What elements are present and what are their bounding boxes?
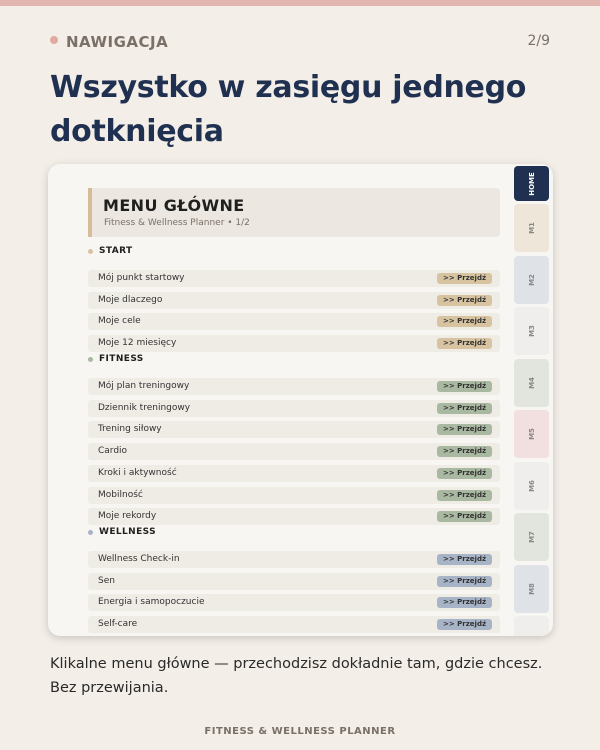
tab-label: M4: [527, 376, 536, 389]
menu-row-label: Kroki i aktywność: [98, 467, 177, 478]
tab-label: M3: [527, 325, 536, 337]
tab-label: M8: [527, 582, 536, 595]
menu-row[interactable]: [88, 313, 500, 330]
menu-row-label: Mój punkt startowy: [98, 273, 185, 283]
go-button[interactable]: >> Przejdź: [437, 446, 492, 457]
go-button[interactable]: >> Przejdź: [437, 316, 492, 327]
menu-row-label: Trening siłowy: [98, 424, 162, 435]
menu-row[interactable]: [88, 270, 500, 287]
menu-row[interactable]: [88, 378, 500, 395]
tab-home[interactable]: [514, 166, 549, 201]
go-button[interactable]: >> Przejdź: [437, 295, 492, 306]
go-button[interactable]: >> Przejdź: [437, 554, 492, 565]
menu-row-label: Self-care: [98, 619, 138, 630]
menu-title: MENU GŁÓWNE: [103, 196, 245, 215]
menu-row[interactable]: [88, 465, 500, 482]
go-button[interactable]: >> Przejdź: [437, 490, 492, 501]
go-button[interactable]: >> Przejdź: [437, 338, 492, 349]
go-button[interactable]: >> Przejdź: [437, 619, 492, 630]
menu-row-label: Dziennik treningowy: [98, 402, 191, 413]
tab-m1[interactable]: [514, 204, 549, 252]
menu-row[interactable]: [88, 292, 500, 309]
tab-label: M1: [527, 222, 536, 234]
tab-label: M5: [527, 428, 536, 440]
go-button[interactable]: >> Przejdź: [437, 381, 492, 392]
go-button[interactable]: >> Przejdź: [437, 597, 492, 608]
menu-row-label: Sen: [98, 575, 115, 586]
menu-row[interactable]: [88, 573, 500, 590]
section-dot-icon: [88, 357, 93, 362]
section-title: FITNESS: [99, 354, 144, 364]
planner-screenshot: [48, 164, 553, 636]
page-counter: 2/9: [527, 33, 550, 49]
caption: Klikalne menu główne — przechodzisz dokładnie tam, gdzie chcesz. Bez przewijania.: [50, 656, 543, 696]
go-button[interactable]: >> Przejdź: [437, 576, 492, 587]
top-accent-bar: [0, 0, 600, 6]
tab-m4[interactable]: [514, 359, 549, 407]
menu-header: [88, 188, 500, 237]
section-title: START: [99, 246, 133, 256]
tab-more[interactable]: [514, 616, 549, 636]
bullet-dot-icon: [50, 36, 58, 44]
go-button[interactable]: >> Przejdź: [437, 403, 492, 414]
header-accent-bar: [88, 188, 92, 237]
tab-m5[interactable]: [514, 410, 549, 458]
menu-row-label: Moje cele: [98, 316, 141, 327]
menu-row-label: Moje 12 miesięcy: [98, 338, 177, 349]
tab-label: M2: [527, 273, 536, 286]
menu-row[interactable]: [88, 616, 500, 633]
footer-brand: FITNESS & WELLNESS PLANNER: [204, 726, 396, 737]
tab-label: HOME: [527, 171, 536, 196]
tab-m7[interactable]: [514, 513, 549, 561]
menu-row[interactable]: [88, 594, 500, 611]
section-label: NAWIGACJA: [66, 33, 169, 51]
menu-row[interactable]: [88, 443, 500, 460]
menu-row-label: Moje dlaczego: [98, 294, 163, 305]
menu-row[interactable]: [88, 421, 500, 438]
tab-m3[interactable]: [514, 307, 549, 355]
menu-subtitle: Fitness & Wellness Planner • 1/2: [104, 218, 250, 228]
tab-label: M7: [527, 531, 536, 543]
menu-row-label: Wellness Check-in: [98, 554, 180, 564]
section-dot-icon: [88, 249, 93, 254]
section-header: [50, 33, 550, 53]
go-button[interactable]: >> Przejdź: [437, 511, 492, 522]
menu-row-label: Mobilność: [98, 489, 143, 500]
tab-m8[interactable]: [514, 565, 549, 613]
tab-m2[interactable]: [514, 256, 549, 304]
go-button[interactable]: >> Przejdź: [437, 273, 492, 284]
go-button[interactable]: >> Przejdź: [437, 424, 492, 435]
section-title: WELLNESS: [99, 527, 156, 537]
tab-m6[interactable]: [514, 462, 549, 510]
menu-row-label: Energia i samopoczucie: [98, 597, 205, 608]
go-button[interactable]: >> Przejdź: [437, 468, 492, 479]
tab-label: M6: [527, 479, 536, 492]
menu-row[interactable]: [88, 508, 500, 525]
menu-row-label: Moje rekordy: [98, 511, 157, 522]
menu-row[interactable]: [88, 400, 500, 417]
menu-row-label: Cardio: [98, 446, 128, 457]
menu-row-label: Mój plan treningowy: [98, 381, 190, 391]
menu-row[interactable]: [88, 551, 500, 568]
section-dot-icon: [88, 530, 93, 535]
menu-row[interactable]: [88, 335, 500, 352]
menu-row[interactable]: [88, 487, 500, 504]
headline: Wszystko w zasięgu jednego dotknięcia: [50, 70, 527, 149]
